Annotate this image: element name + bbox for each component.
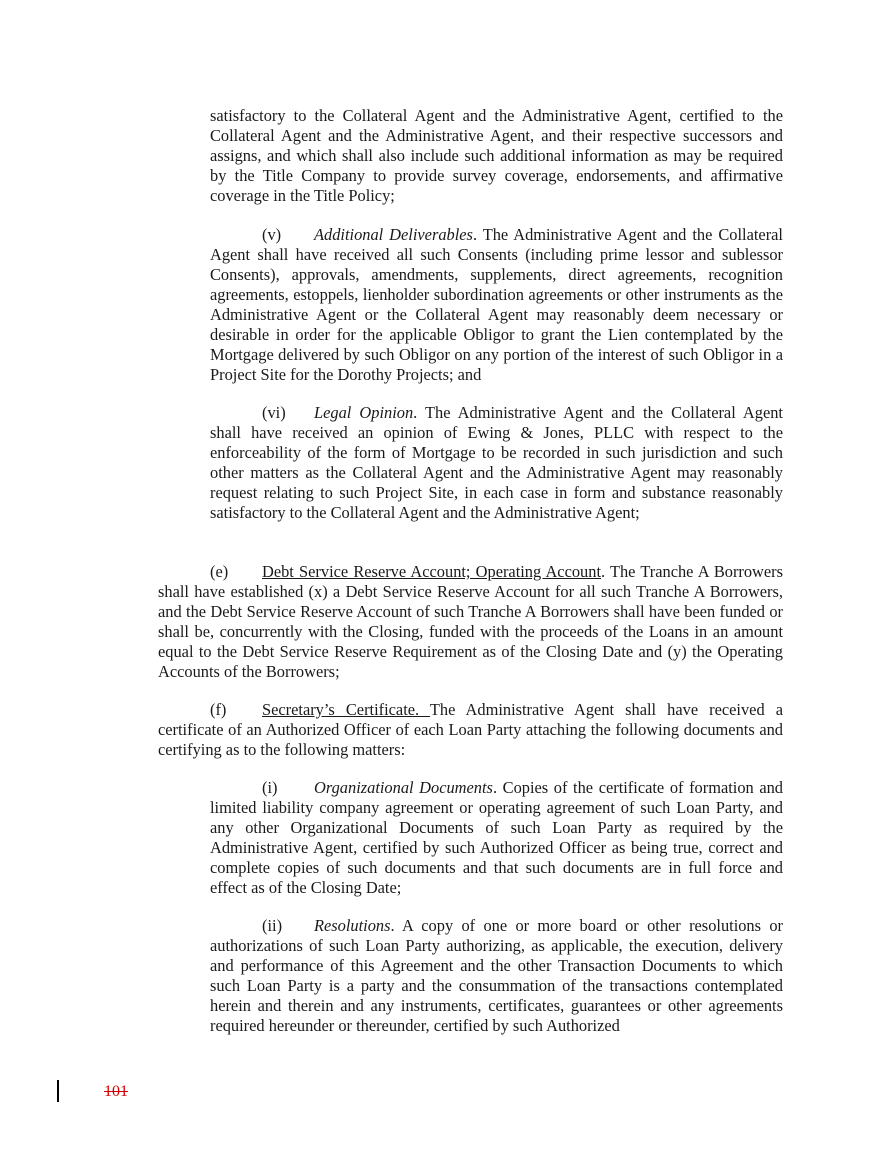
clause-heading: Organizational Documents xyxy=(314,778,493,797)
clause-heading: Legal Opinion xyxy=(314,403,414,422)
clause-f xyxy=(158,700,783,760)
clause-i xyxy=(210,778,783,898)
clause-number: (e) xyxy=(210,562,229,581)
clause-text: . The Administrative Agent and the Collateral Agent shall have received an opinion of Ewing & Jones, PLLC with respect to the enforceability of the form of Mortgage to be recorded in such jurisdiction and such other matters as the Collateral Agent and the Administrative Agent may reasonably request relating to such Project Site, in each case in form and substance reasonably satisfactory to the Collateral Agent and the Administrative Agent; xyxy=(210,403,783,522)
clause-number: (i) xyxy=(262,778,278,797)
clause-ii xyxy=(210,916,783,1036)
clause-number: (f) xyxy=(210,700,227,719)
clause-number: (ii) xyxy=(262,916,283,935)
clause-e xyxy=(158,562,783,682)
revision-change-bar xyxy=(57,1080,59,1102)
clause-text: . A copy of one or more board or other resolutions or authorizations of such Loan Party authorizing, as applicable, the execution, delivery and performance of this Agreement and the other Transaction Documents to which such Loan Party is a party and the consummation of the transactions contemplated herein and therein and any instruments, certificates, guarantees or other agreements required hereunder or thereunder, certified by such Authorized xyxy=(210,916,783,1035)
clause-number: (v) xyxy=(262,225,282,244)
clause-heading: Additional Deliverables xyxy=(314,225,473,244)
paragraph-continuation: satisfactory to the Collateral Agent and the Administrative Agent, certified to the Collateral Agent and the Administrative Agent, and their respective successors and assigns, and which shall also include such additional information as may be required by the Title Company to provide survey coverage, endorsements, and affirmative coverage in the Title Policy; xyxy=(210,106,783,205)
clause-v xyxy=(210,225,783,385)
clause-number: (vi) xyxy=(262,403,286,422)
clause-text: . The Administrative Agent and the Collateral Agent shall have received all such Consents (including prime lessor and sublessor Consents), approvals, amendments, supplements, direct agreements, recognition agreements, estoppels, lienholder subordination agreements or other instruments as the Administrative Agent or the Collateral Agent may reasonably deem necessary or desirable in order for the applicable Obligor to grant the Lien contemplated by the Mortgage delivered by such Obligor on any portion of the interest of such Obligor in a Project Site for the Dorothy Projects; and xyxy=(210,225,783,384)
clause-text: The Administrative Agent shall have received a certificate of an Authorized Officer of each Loan Party attaching the following documents and certifying as to the following matters: xyxy=(158,700,783,759)
clause-text: . The Tranche A Borrowers shall have established (x) a Debt Service Reserve Account for all such Tranche A Borrowers, and the Debt Service Reserve Account of such Tranche A Borrowers shall have been funded or shall be, concurrently with the Closing, funded with the proceeds of the Loans in an amount equal to the Debt Service Reserve Requirement as of the Closing Date and (y) the Operating Accounts of the Borrowers; xyxy=(158,562,784,681)
page-number: 101 xyxy=(104,1083,128,1100)
clause-heading: Resolutions xyxy=(314,916,391,935)
clause-vi xyxy=(210,403,783,523)
clause-heading: Debt Service Reserve Account; Operating Account xyxy=(262,562,601,581)
clause-heading: Secretary’s Certificate. xyxy=(262,700,430,719)
clause-text: . Copies of the certificate of formation and limited liability company agreement or operating agreement of such Loan Party, and any other Organizational Documents of such Loan Party as required by the Administrative Agent, certified by such Authorized Officer as being true, correct and complete copies of such documents and that such documents are in full force and effect as of the Closing Date; xyxy=(210,778,783,897)
